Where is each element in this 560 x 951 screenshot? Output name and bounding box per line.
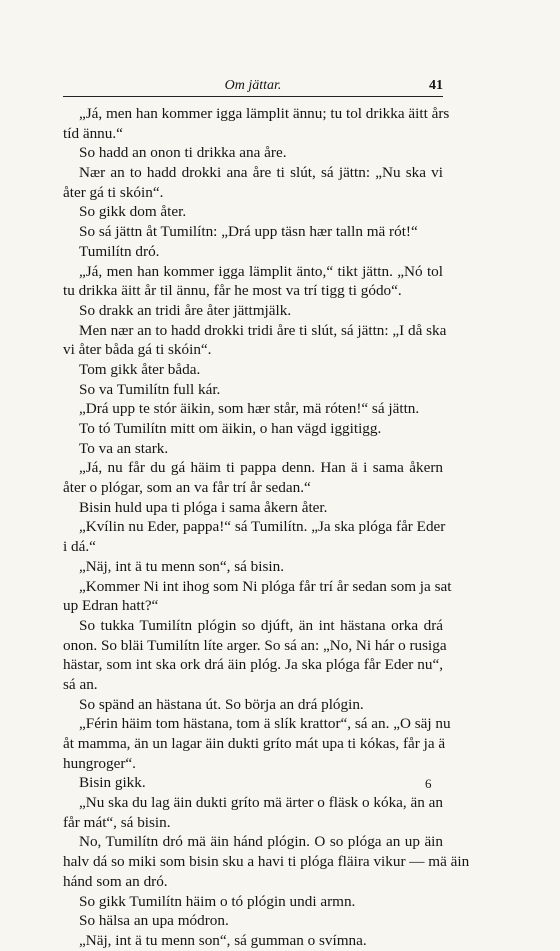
text-line: „Já, nu får du gá häim ti pappa denn. Han ä i sama åkern (79, 459, 443, 477)
text-line: Bisin huld upa ti plóga i sama åkern åter. (79, 498, 328, 516)
text-line: hungroger“. (63, 754, 136, 772)
text-line: i dá.“ (63, 538, 96, 556)
text-line: To tó Tumilítn mitt om äikin, o han vägd iggitigg. (79, 420, 382, 437)
text-line: To va an stark. (79, 439, 169, 457)
story-text (63, 104, 470, 951)
text-line: „Drá upp te stór äikin, som hær står, mä róten!“ sá jättn. (79, 400, 420, 418)
page-number: 41 (429, 78, 443, 93)
text-line: „Näj, int ä tu menn son“, sá gumman o svímna. (79, 931, 367, 949)
running-title: Om jättar. (224, 78, 282, 93)
text-line: up Edran hatt?“ (63, 597, 159, 615)
text-line: hánd som an dró. (63, 872, 168, 890)
text-line: So gikk Tumilítn häim o tó plógin undi armn. (79, 892, 356, 910)
text-line: So spänd an hästana út. So börja an drá plógin. (79, 695, 364, 713)
text-line: So hälsa an upa módron. (79, 912, 229, 930)
text-line: tu drikka äitt år til ännu, får he most va trí tigg ti gódo“. (63, 282, 402, 300)
text-line: vi åter båda gá ti skóin“. (63, 341, 212, 359)
text-line: So hadd an onon ti drikka ana åre. (79, 144, 287, 162)
text-line: No, Tumilítn dró mä äin hánd plógin. O so plóga an up äin (79, 833, 443, 851)
signature-mark: 6 (425, 776, 432, 791)
text-line: får mát“, sá bisin. (63, 813, 171, 831)
text-line: Men nær an to hadd drokki tridi åre ti slút, sá jättn: „I då ska (79, 321, 447, 339)
text-line: „Já, men han kommer igga lämplit änto,“ tikt jättn. „Nó tol (79, 262, 443, 280)
text-line: „Näj, int ä tu menn son“, sá bisin. (79, 557, 284, 575)
text-line: So gikk dom åter. (79, 203, 187, 221)
text-line: „Kvílin nu Eder, pappa!“ sá Tumilítn. „Ja ska plóga får Eder (79, 518, 446, 536)
text-line: halv dá so miki som bisin sku a havi ti plóga fläira vikur — mä äin (63, 853, 470, 871)
text-line: tíd ännu.“ (63, 124, 123, 142)
running-header (63, 76, 443, 97)
text-line: „Kommer Ni int ihog som Ni plóga får trí år sedan som ja sat (79, 577, 452, 595)
text-line: åt mamma, än un lagar äin dukti gríto mát upa ti kókas, får ja ä (63, 735, 446, 752)
text-line: „Já, men han kommer igga lämplit ännu; tu tol drikka äitt års (79, 105, 450, 122)
text-line: Bisin gikk. (79, 774, 146, 792)
text-line: åter gá ti skóin“. (63, 183, 164, 201)
text-line: Nær an to hadd drokki ana åre ti slút, sá jättn: „Nu ska vi (79, 164, 443, 182)
text-line: åter o plógar, som an va får trí år sedan.“ (63, 479, 311, 497)
text-line: „Férin häim tom hästana, tom ä slík krattor“, sá an. „O säj nu (79, 715, 451, 733)
text-line: So sá jättn åt Tumilítn: „Drá upp täsn hær talln mä rót!“ (79, 223, 418, 241)
text-line: hästar, som int ska ork drá äin plóg. Ja ska plóga får Eder nu“, (63, 656, 443, 674)
text-line: Tom gikk åter båda. (79, 360, 201, 378)
text-line: Tumilítn dró. (79, 242, 160, 260)
text-line: onon. So bläi Tumilítn líte arger. So sá an: „No, Ni hár o rusiga (63, 636, 447, 654)
text-line: „Nu ska du lag äin dukti gríto mä ärter o fläsk o kóka, än an (79, 794, 443, 812)
text-line: sá an. (63, 675, 98, 693)
text-line: So va Tumilítn full kár. (79, 380, 221, 398)
text-line: So tukka Tumilítn plógin so djúft, än int hästana orka drá (79, 616, 443, 634)
text-line: So drakk an tridi åre åter jättmjälk. (79, 301, 292, 319)
